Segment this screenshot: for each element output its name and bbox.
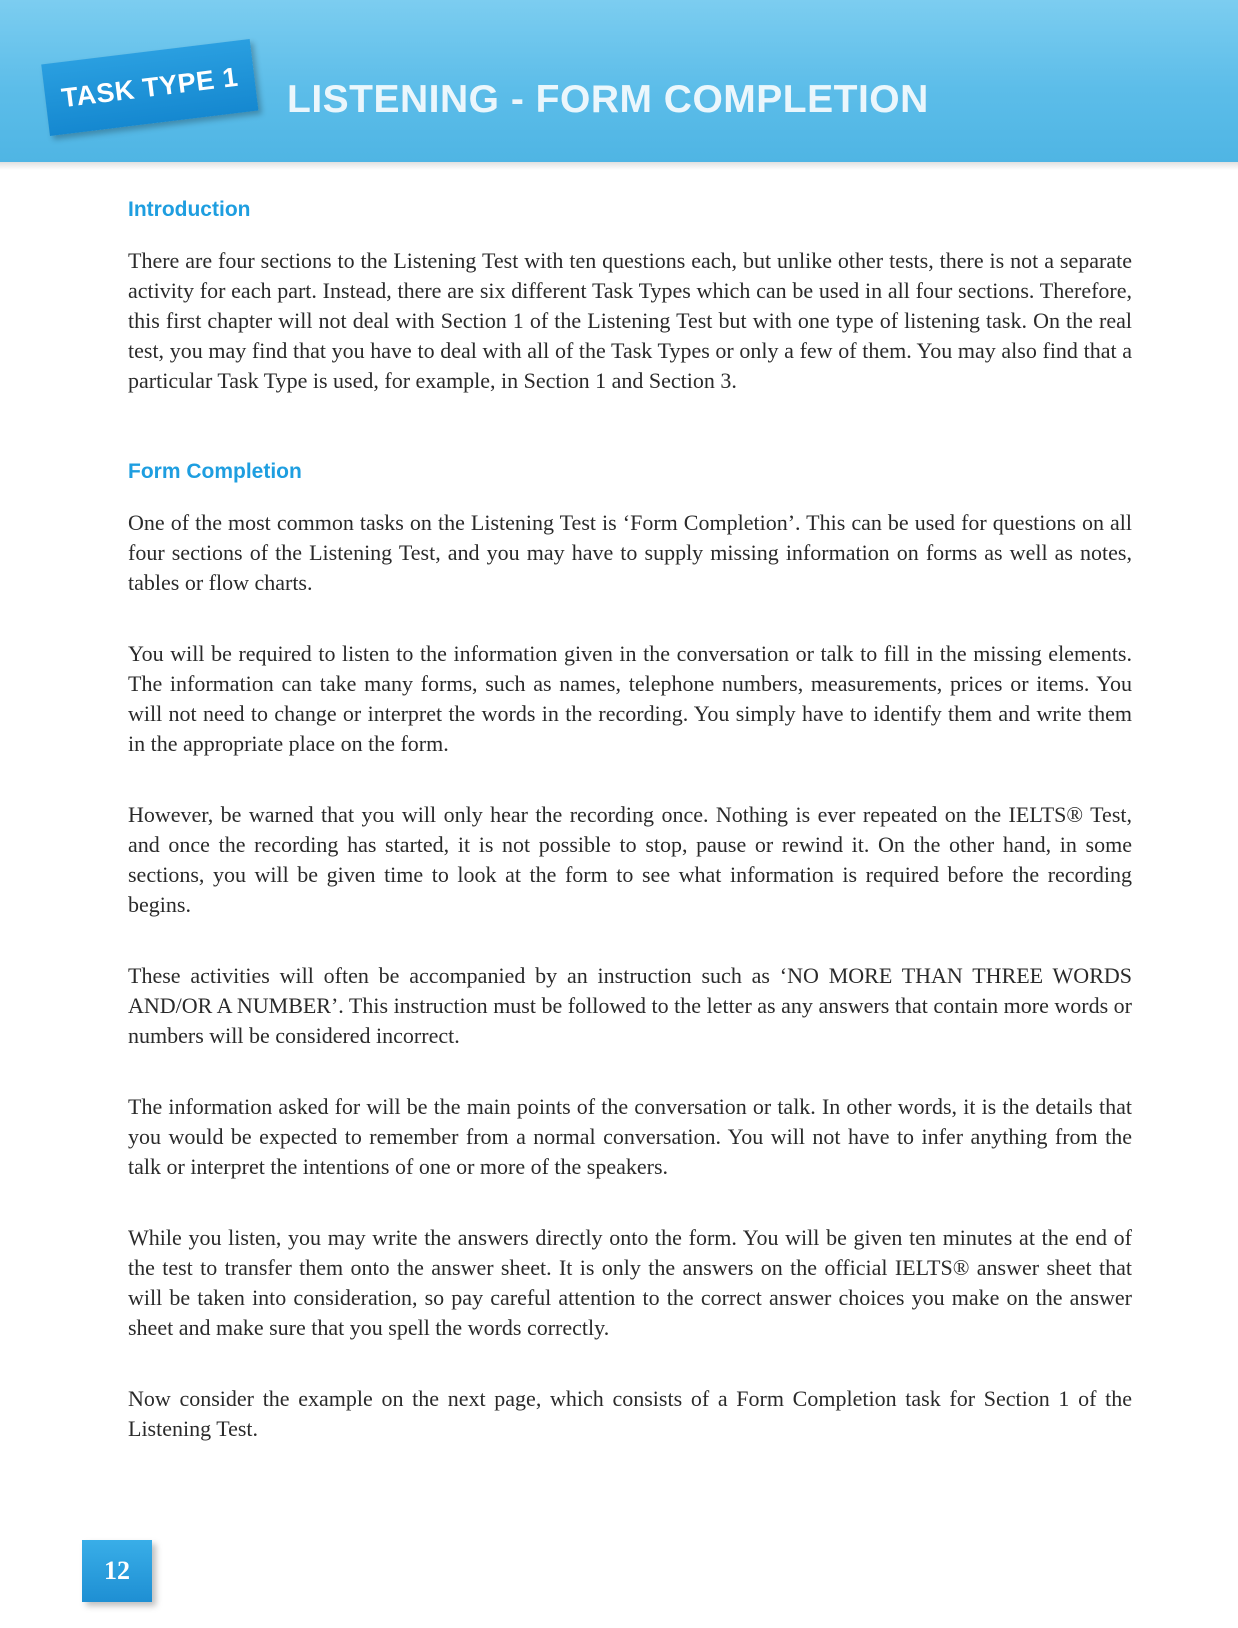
body-paragraph: These activities will often be accompanied by an instruction such as ‘NO MORE THAN THREE WORDS AND/OR A NUMBER’. This instruction must be followed to the letter as any answers that contain more words or numbers will be considered incorrect. (128, 963, 1132, 1048)
task-type-label: TASK TYPE 1 (59, 61, 240, 113)
body-paragraph: However, be warned that you will only hear the recording once. Nothing is ever repeated on the IELTS® Test, and once the recording has started, it is not possible to stop, pause or rewind it. On the other hand, in some sections, you will be given time to look at the form to see what information is required before the recording begins. (128, 802, 1132, 917)
body-paragraph: The information asked for will be the main points of the conversation or talk. In other words, it is the details that you would be expected to remember from a normal conversation. You will not have to infer anything from the talk or interpret the intentions of one or more of the speakers. (128, 1094, 1132, 1179)
page-number: 12 (104, 1556, 130, 1585)
form-completion-section (128, 454, 1132, 1444)
introduction-heading: Introduction (128, 198, 251, 221)
introduction-paragraph: There are four sections to the Listening Test with ten questions each, but unlike other tests, there is not a separate activity for each part. Instead, there are six different Task Types which can be used in all four sections. Therefore, this first chapter will not deal with Section 1 of the Listening Test but with one type of listening task. On the real test, you may find that you have to deal with all of the Task Types or only a few of them. You may also find that a particular Task Type is used, for example, in Section 1 and Section 3. (128, 248, 1132, 393)
page-title: LISTENING - FORM COMPLETION (287, 78, 929, 121)
body-paragraph: You will be required to listen to the information given in the conversation or talk to fill in the missing elements. The information can take many forms, such as names, telephone numbers, measurements, prices or items. You will not need to change or interpret the words in the recording. You simply have to identify them and write them in the appropriate place on the form. (128, 641, 1132, 756)
page-number-badge (82, 1540, 152, 1602)
body-paragraph: While you listen, you may write the answers directly onto the form. You will be given ten minutes at the end of the test to transfer them onto the answer sheet. It is only the answers on the official IELTS® answer sheet that will be taken into consideration, so pay careful attention to the correct answer choices you make on the answer sheet and make sure that you spell the words correctly. (128, 1225, 1132, 1340)
page-content (128, 192, 1132, 1485)
form-completion-heading: Form Completion (128, 460, 302, 483)
body-paragraph: One of the most common tasks on the Listening Test is ‘Form Completion’. This can be used for questions on all four sections of the Listening Test, and you may have to supply missing information on forms as well as notes, tables or flow charts. (128, 510, 1132, 595)
body-paragraph: Now consider the example on the next page, which consists of a Form Completion task for Section 1 of the Listening Test. (128, 1386, 1132, 1441)
header-shadow (0, 162, 1238, 170)
introduction-section (128, 192, 1132, 396)
